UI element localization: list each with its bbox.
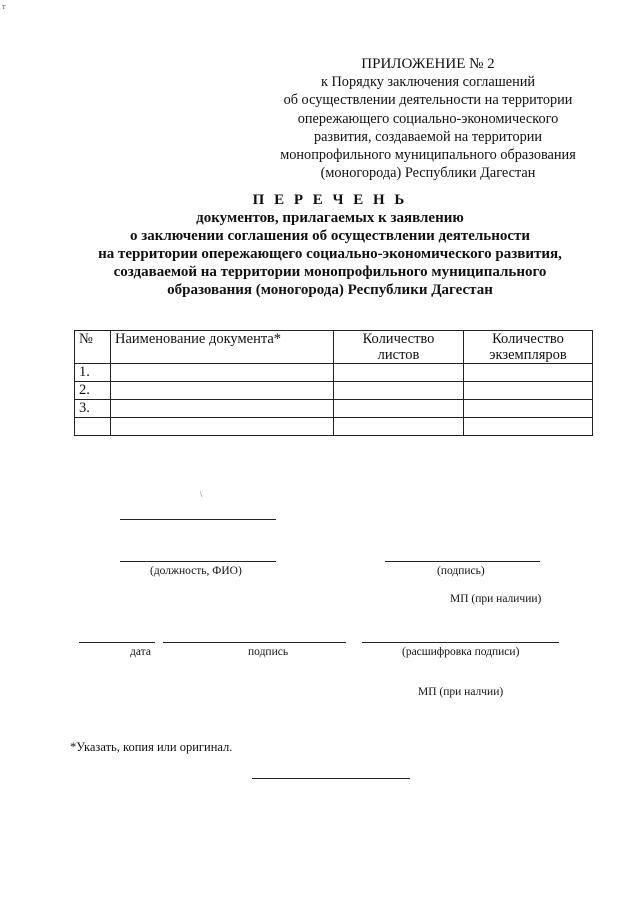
- end-divider: [252, 778, 410, 779]
- table-row: [75, 364, 593, 382]
- row-sheets-cell[interactable]: [334, 418, 464, 436]
- position-name-line[interactable]: [120, 561, 276, 562]
- header-sheets-line1: Количество: [362, 331, 435, 347]
- title-main: П Е Р Е Ч Е Н Ь: [252, 192, 408, 208]
- row-sheets-cell[interactable]: [334, 400, 464, 418]
- title-line: образования (моногорода) Республики Дагестан: [167, 282, 493, 298]
- row-name-cell[interactable]: [111, 418, 334, 436]
- appendix-line: монопрофильного муниципального образования: [280, 147, 576, 164]
- row-copies-cell[interactable]: [464, 364, 593, 382]
- table-row: [75, 382, 593, 400]
- appendix-line: развития, создаваемой на территории: [313, 128, 543, 145]
- row-num: 1.: [75, 364, 111, 382]
- documents-table: [74, 330, 593, 436]
- header-num: №: [75, 331, 111, 364]
- date-line[interactable]: [79, 642, 155, 643]
- header-copies-line1: Количество: [492, 331, 564, 347]
- title-line: на территории опережающего социально-экономического развития,: [98, 246, 562, 262]
- signature-blank-line[interactable]: [120, 519, 276, 520]
- signature-label: (подпись): [437, 565, 485, 577]
- row-copies-cell[interactable]: [464, 400, 593, 418]
- signature-label-2: подпись: [248, 646, 289, 658]
- appendix-line: об осуществлении деятельности на территории: [283, 92, 573, 109]
- appendix-line: (моногорода) Республики Дагестан: [320, 165, 536, 182]
- header-copies: [464, 331, 593, 364]
- title-line: о заключении соглашения об осуществлении деятельности: [129, 228, 531, 244]
- appendix-line: опережающего социально-экономического: [297, 110, 559, 127]
- stamp-label: МП (при наличии): [450, 593, 542, 605]
- document-title: [80, 191, 580, 299]
- appendix-line: к Порядку заключения соглашений: [320, 74, 536, 91]
- stamp-label-2: МП (при налчии): [418, 686, 504, 698]
- row-num: [75, 418, 111, 436]
- table-row: [75, 418, 593, 436]
- row-num: 2.: [75, 382, 111, 400]
- header-copies-line2: экземпляров: [489, 347, 567, 363]
- signature-decode-line[interactable]: [362, 642, 559, 643]
- date-label: дата: [130, 646, 151, 658]
- title-line: документов, прилагаемых к заявлению: [196, 210, 464, 226]
- position-name-label: (должность, ФИО): [150, 565, 242, 577]
- scan-mark: \: [200, 490, 203, 499]
- header-name: Наименование документа*: [111, 331, 334, 364]
- row-sheets-cell[interactable]: [334, 364, 464, 382]
- appendix-heading: ПРИЛОЖЕНИЕ № 2: [361, 56, 495, 72]
- title-line: создаваемой на территории монопрофильного муниципального: [113, 264, 547, 280]
- row-num: 3.: [75, 400, 111, 418]
- header-sheets-line2: листов: [377, 347, 420, 363]
- signature-line[interactable]: [385, 561, 540, 562]
- row-copies-cell[interactable]: [464, 382, 593, 400]
- table-header-row: [75, 331, 593, 364]
- row-name-cell[interactable]: [111, 382, 334, 400]
- row-copies-cell[interactable]: [464, 418, 593, 436]
- row-name-cell[interactable]: [111, 364, 334, 382]
- signature-decode-label: (расшифровка подписи): [402, 646, 520, 658]
- signature-line-2[interactable]: [163, 642, 346, 643]
- scan-mark: т: [2, 2, 6, 11]
- table-row: [75, 400, 593, 418]
- row-name-cell[interactable]: [111, 400, 334, 418]
- header-sheets: [334, 331, 464, 364]
- appendix-header: [268, 55, 588, 182]
- footnote: *Указать, копия или оригинал.: [70, 740, 233, 754]
- row-sheets-cell[interactable]: [334, 382, 464, 400]
